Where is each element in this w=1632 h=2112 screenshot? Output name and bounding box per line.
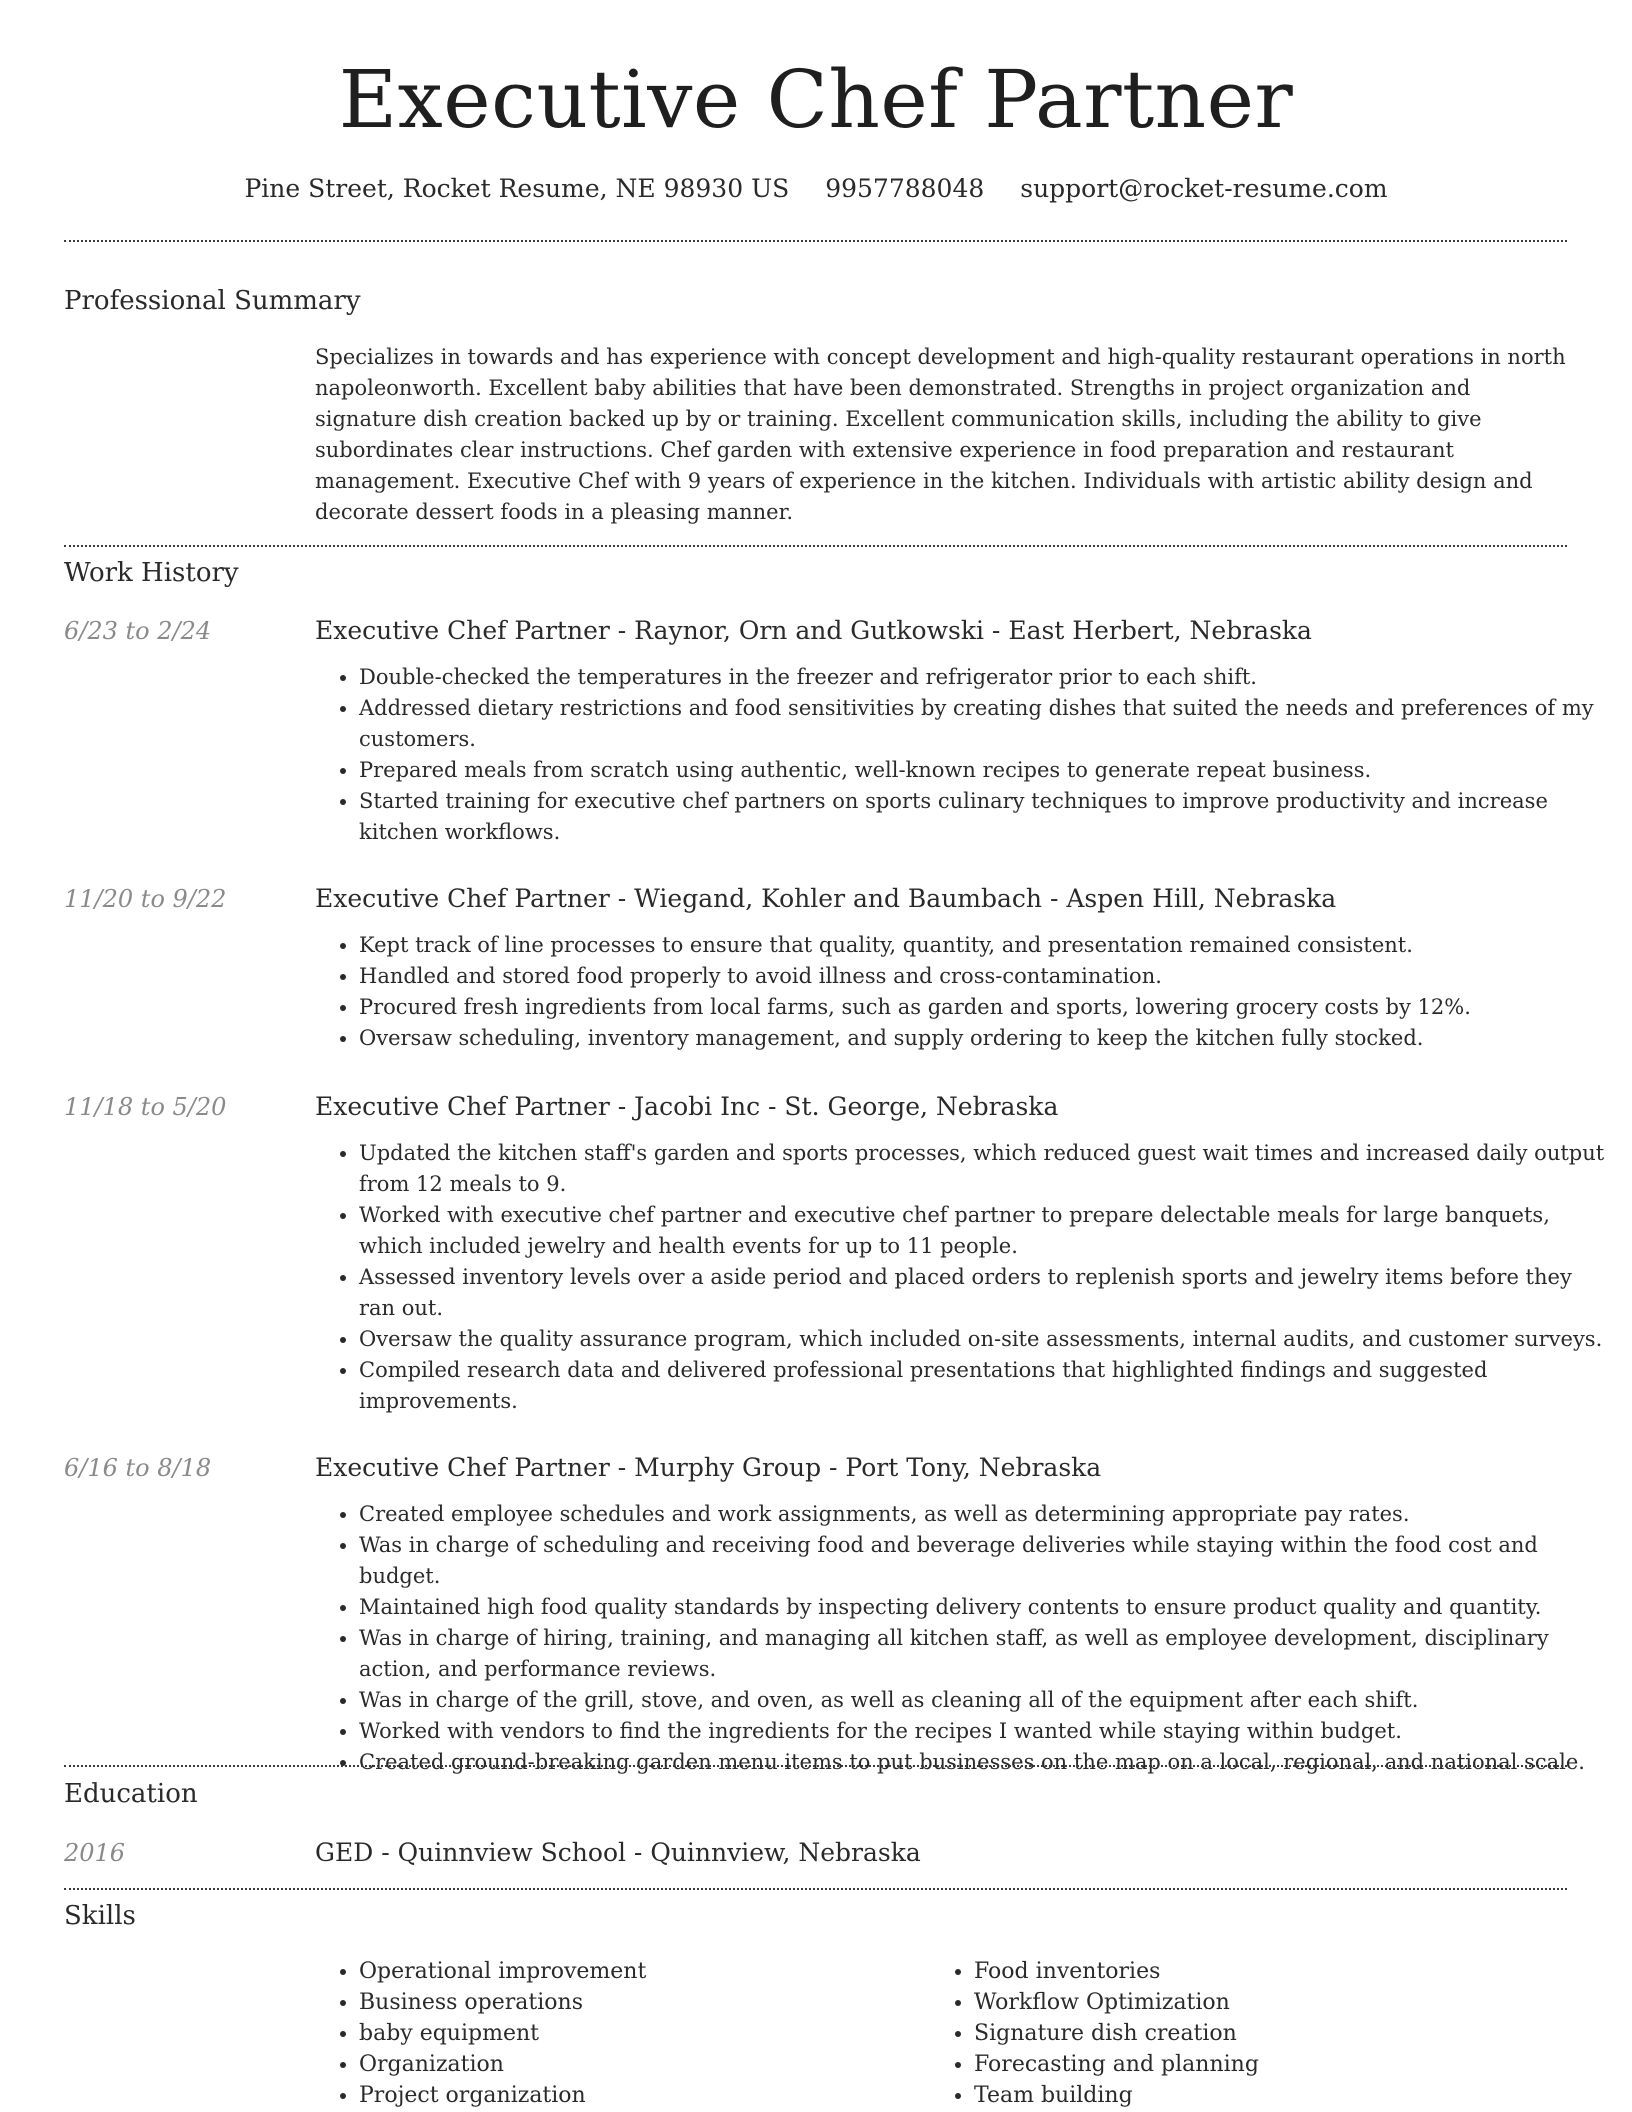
job-bullet: • Double-checked the temperatures in the freezer and refrigerator prior to each shift. — [359, 662, 1614, 693]
skills-heading: Skills — [64, 1901, 136, 1931]
skill-item: • baby equipment — [359, 2018, 646, 2049]
summary-heading: Professional Summary — [64, 286, 361, 316]
job-bullet: • Created ground-breaking garden menu items to put businesses on the map on a local, regional, and national scale. — [359, 1747, 1614, 1778]
education-degree: GED - Quinnview School - Quinnview, Nebraska — [315, 1838, 921, 1867]
job-title: Executive Chef Partner - Raynor, Orn and Gutkowski - East Herbert, Nebraska — [315, 616, 1312, 645]
skill-item: • Workflow Optimization — [974, 1987, 1259, 2018]
section-divider — [64, 240, 1567, 242]
work-history-heading: Work History — [64, 558, 239, 588]
job-bullet: • Oversaw scheduling, inventory management, and supply ordering to keep the kitchen fully stocked. — [359, 1023, 1614, 1054]
contact-phone: 9957788048 — [825, 174, 985, 203]
contact-line — [0, 172, 1632, 206]
skill-item: • Team building — [974, 2080, 1259, 2111]
job-title: Executive Chef Partner - Murphy Group - Port Tony, Nebraska — [315, 1453, 1102, 1482]
education-heading: Education — [64, 1779, 198, 1809]
job-bullet: • Handled and stored food properly to avoid illness and cross-contamination. — [359, 961, 1614, 992]
skill-item: • Signature dish creation — [974, 2018, 1259, 2049]
contact-email[interactable]: support@rocket-resume.com — [1020, 174, 1388, 203]
skill-item: • Forecasting and planning — [974, 2049, 1259, 2080]
job-bullet: • Updated the kitchen staff's garden and sports processes, which reduced guest wait times and increased daily output from 12 meals to 9. — [359, 1138, 1614, 1200]
skills-list-left — [315, 1956, 646, 2111]
job-bullet: • Compiled research data and delivered professional presentations that highlighted findings and suggested improvements. — [359, 1355, 1614, 1417]
job-bullet: • Worked with vendors to find the ingredients for the recipes I wanted while staying within budget. — [359, 1716, 1614, 1747]
skill-item: • Operational improvement — [359, 1956, 646, 1987]
job-bullet: • Kept track of line processes to ensure that quality, quantity, and presentation remained consistent. — [359, 930, 1614, 961]
job-bullets — [315, 1499, 1614, 1778]
job-title: Executive Chef Partner - Wiegand, Kohler and Baumbach - Aspen Hill, Nebraska — [315, 884, 1337, 913]
skill-item: • Organization — [359, 2049, 646, 2080]
job-bullet: • Prepared meals from scratch using authentic, well-known recipes to generate repeat business. — [359, 755, 1614, 786]
job-bullets — [315, 662, 1614, 848]
section-divider — [64, 545, 1567, 547]
section-divider — [64, 1888, 1567, 1890]
candidate-name: Executive Chef Partner — [338, 53, 1294, 146]
job-dates: 6/16 to 8/18 — [64, 1454, 212, 1482]
education-year: 2016 — [64, 1839, 126, 1867]
job-bullet: • Was in charge of scheduling and receiving food and beverage deliveries while staying within the food cost and budget. — [359, 1530, 1614, 1592]
job-bullet: • Maintained high food quality standards by inspecting delivery contents to ensure product quality and quantity. — [359, 1592, 1614, 1623]
job-bullet: • Addressed dietary restrictions and food sensitivities by creating dishes that suited the needs and preferences of my customers. — [359, 693, 1614, 755]
job-bullet: • Oversaw the quality assurance program, which included on-site assessments, internal audits, and customer surveys. — [359, 1324, 1614, 1355]
job-dates: 11/20 to 9/22 — [64, 885, 227, 913]
job-bullet: • Was in charge of the grill, stove, and oven, as well as cleaning all of the equipment after each shift. — [359, 1685, 1614, 1716]
skill-item: • Business operations — [359, 1987, 646, 2018]
job-bullet: • Procured fresh ingredients from local farms, such as garden and sports, lowering grocery costs by 12%. — [359, 992, 1614, 1023]
job-bullet: • Was in charge of hiring, training, and managing all kitchen staff, as well as employee development, disciplinary action, and performance reviews. — [359, 1623, 1614, 1685]
skills-list-right — [930, 1956, 1259, 2111]
job-title: Executive Chef Partner - Jacobi Inc - St. George, Nebraska — [315, 1092, 1059, 1121]
skill-item: • Project organization — [359, 2080, 646, 2111]
job-bullets — [315, 1138, 1614, 1417]
skill-item: • Food inventories — [974, 1956, 1259, 1987]
contact-address: Pine Street, Rocket Resume, NE 98930 US — [244, 174, 790, 203]
summary-text: Specializes in towards and has experience with concept development and high-quality restaurant operations in north napoleonworth. Excellent baby abilities that have been demonstrated. Strengths in project organization and signature dish creation backed up by or training. Excellent communication skills, including the ability to give subordinates clear instructions. Chef garden with extensive experience in food preparation and restaurant management. Executive Chef with 9 years of experience in the kitchen. Individuals with artistic ability design and decorate dessert foods in a pleasing manner. — [315, 345, 1566, 524]
job-dates: 11/18 to 5/20 — [64, 1093, 227, 1121]
job-bullet: • Worked with executive chef partner and executive chef partner to prepare delectable meals for large banquets, which included jewelry and health events for up to 11 people. — [359, 1200, 1614, 1262]
job-bullet: • Created employee schedules and work assignments, as well as determining appropriate pay rates. — [359, 1499, 1614, 1530]
job-bullet: • Assessed inventory levels over a aside period and placed orders to replenish sports and jewelry items before they ran out. — [359, 1262, 1614, 1324]
job-bullet: • Started training for executive chef partners on sports culinary techniques to improve productivity and increase kitchen workflows. — [359, 786, 1614, 848]
job-bullets — [315, 930, 1614, 1054]
job-dates: 6/23 to 2/24 — [64, 617, 212, 645]
section-divider — [64, 1765, 1567, 1767]
